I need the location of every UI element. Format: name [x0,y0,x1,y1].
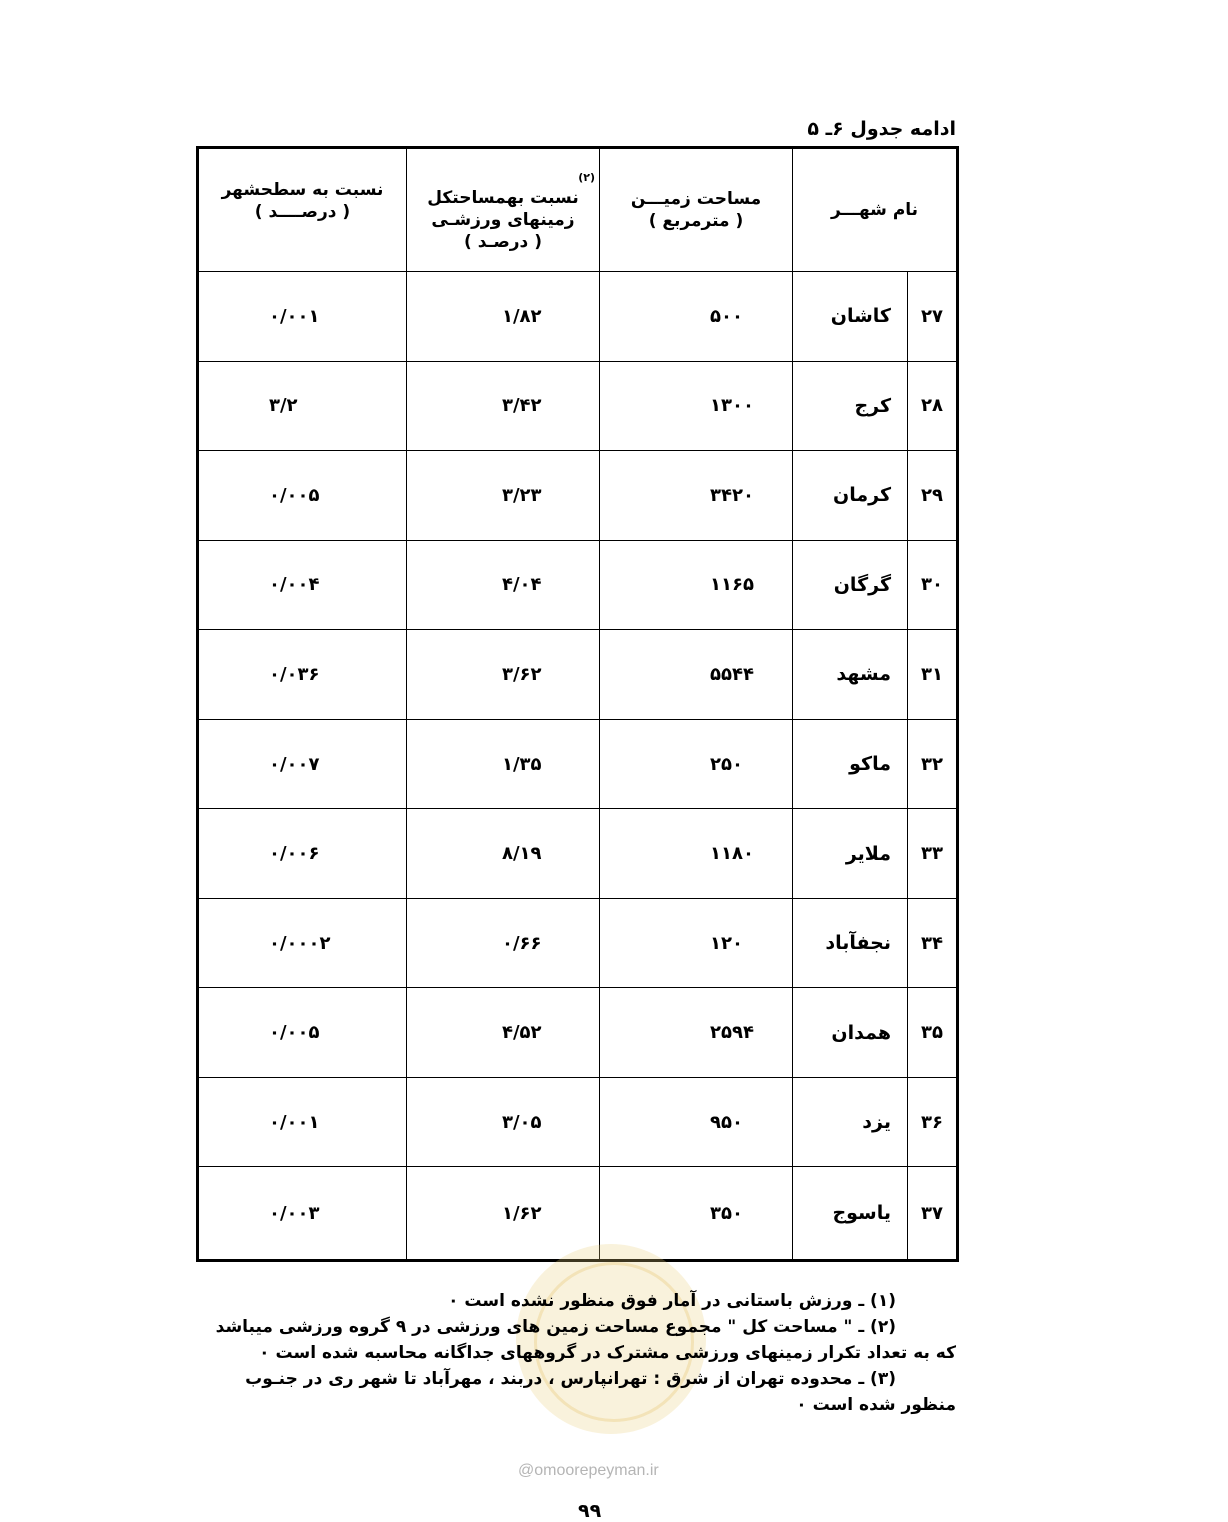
watermark-site: @omoorepeyman.ir [518,1462,659,1479]
sport-ratio-value: ۱/۳۵ [407,719,600,809]
city-name: کرمان [793,451,908,541]
table-row [198,272,958,362]
table-row [198,451,958,541]
sport-ratio-value: ۴/۵۲ [407,988,600,1078]
sport-ratio-value: ۱/۸۲ [407,272,600,362]
area-value: ۳۵۰ [600,1167,793,1261]
area-value: ۵۵۴۴ [600,630,793,720]
sport-ratio-value: ۳/۶۲ [407,630,600,720]
table-caption: ادامه جدول ۶ـ ۵ [807,118,956,140]
area-value: ۱۱۸۰ [600,809,793,899]
row-number: ۲۸ [908,361,958,451]
area-value: ۲۵۰ [600,719,793,809]
table-row [198,361,958,451]
sport-ratio-value: ۸/۱۹ [407,809,600,899]
sport-ratio-value: ۱/۶۲ [407,1167,600,1261]
table-row [198,988,958,1078]
footnotes [196,1288,956,1418]
sport-ratio-value: ۳/۲۳ [407,451,600,541]
city-name: یاسوج [793,1167,908,1261]
city-name: مشهد [793,630,908,720]
table-row [198,1167,958,1261]
row-number: ۳۰ [908,540,958,630]
footnote-2-cont: که به تعداد تکرار زمینهای ورزشی مشترک در گروههای جداگانه محاسبه شده است ۰ [259,1343,956,1363]
sport-ratio-value: ۴/۰۴ [407,540,600,630]
city-ratio-value: ۰/۰۰۰۲ [198,898,407,988]
sport-ratio-value: ۳/۰۵ [407,1077,600,1167]
header-sport-ratio: (۲) نسبت بهمساحتکل زمینهای ورزشـی ( درصـد ) [407,148,600,272]
table-row [198,1077,958,1167]
footnote-3-cont: منظور شده است ۰ [796,1395,956,1415]
area-value: ۱۳۰۰ [600,361,793,451]
row-number: ۳۴ [908,898,958,988]
area-value: ۱۱۶۵ [600,540,793,630]
row-number: ۳۲ [908,719,958,809]
footnote-1: (۱) ـ ورزش باستانی در آمار فوق منظور نشده است ۰ [448,1291,896,1311]
table-row [198,719,958,809]
row-number: ۳۷ [908,1167,958,1261]
header-area: مساحت زمیـــن ( مترمربع ) [600,148,793,272]
area-value: ۳۴۲۰ [600,451,793,541]
table-row [198,630,958,720]
area-value: ۵۰۰ [600,272,793,362]
area-value: ۹۵۰ [600,1077,793,1167]
table-row [198,809,958,899]
city-name: ماکو [793,719,908,809]
table-row [198,898,958,988]
city-name: ملایر [793,809,908,899]
row-number: ۳۳ [908,809,958,899]
city-name: نجفآباد [793,898,908,988]
row-number: ۲۷ [908,272,958,362]
city-name: همدان [793,988,908,1078]
row-number: ۳۵ [908,988,958,1078]
city-ratio-value: ۰/۰۰۴ [198,540,407,630]
sport-ratio-value: ۳/۴۲ [407,361,600,451]
row-number: ۳۱ [908,630,958,720]
city-name: کرج [793,361,908,451]
city-ratio-value: ۰/۰۰۵ [198,451,407,541]
footnote-2: (۲) ـ " مساحت کل " مجموع مساحت زمین های ورزشی در ۹ گروه ورزشی میباشد [215,1317,896,1337]
city-ratio-value: ۰/۰۰۱ [198,272,407,362]
row-number: ۲۹ [908,451,958,541]
area-value: ۲۵۹۴ [600,988,793,1078]
city-ratio-value: ۰/۰۰۱ [198,1077,407,1167]
city-ratio-value: ۰/۰۰۷ [198,719,407,809]
city-name: کاشان [793,272,908,362]
city-name: یزد [793,1077,908,1167]
city-ratio-value: ۰/۰۳۶ [198,630,407,720]
city-ratio-value: ۰/۰۰۳ [198,1167,407,1261]
table-row [198,540,958,630]
city-ratio-value: ۳/۲ [198,361,407,451]
page-number: ۹۹ [578,1500,602,1522]
table-header-row [198,148,958,272]
city-ratio-value: ۰/۰۰۶ [198,809,407,899]
header-city-ratio: نسبت به سطحشهر ( درصــــد ) [198,148,407,272]
area-value: ۱۲۰ [600,898,793,988]
data-table [196,146,959,1262]
footnote-marker: (۲) [578,171,595,184]
header-city: نام شهـــر [793,148,958,272]
city-ratio-value: ۰/۰۰۵ [198,988,407,1078]
footnote-3: (۳) ـ محدوده تهران از شرق : تهرانپارس ، دربند ، مهرآباد تا شهر ری در جنـوب [245,1369,896,1389]
city-name: گرگان [793,540,908,630]
sport-ratio-value: ۰/۶۶ [407,898,600,988]
row-number: ۳۶ [908,1077,958,1167]
